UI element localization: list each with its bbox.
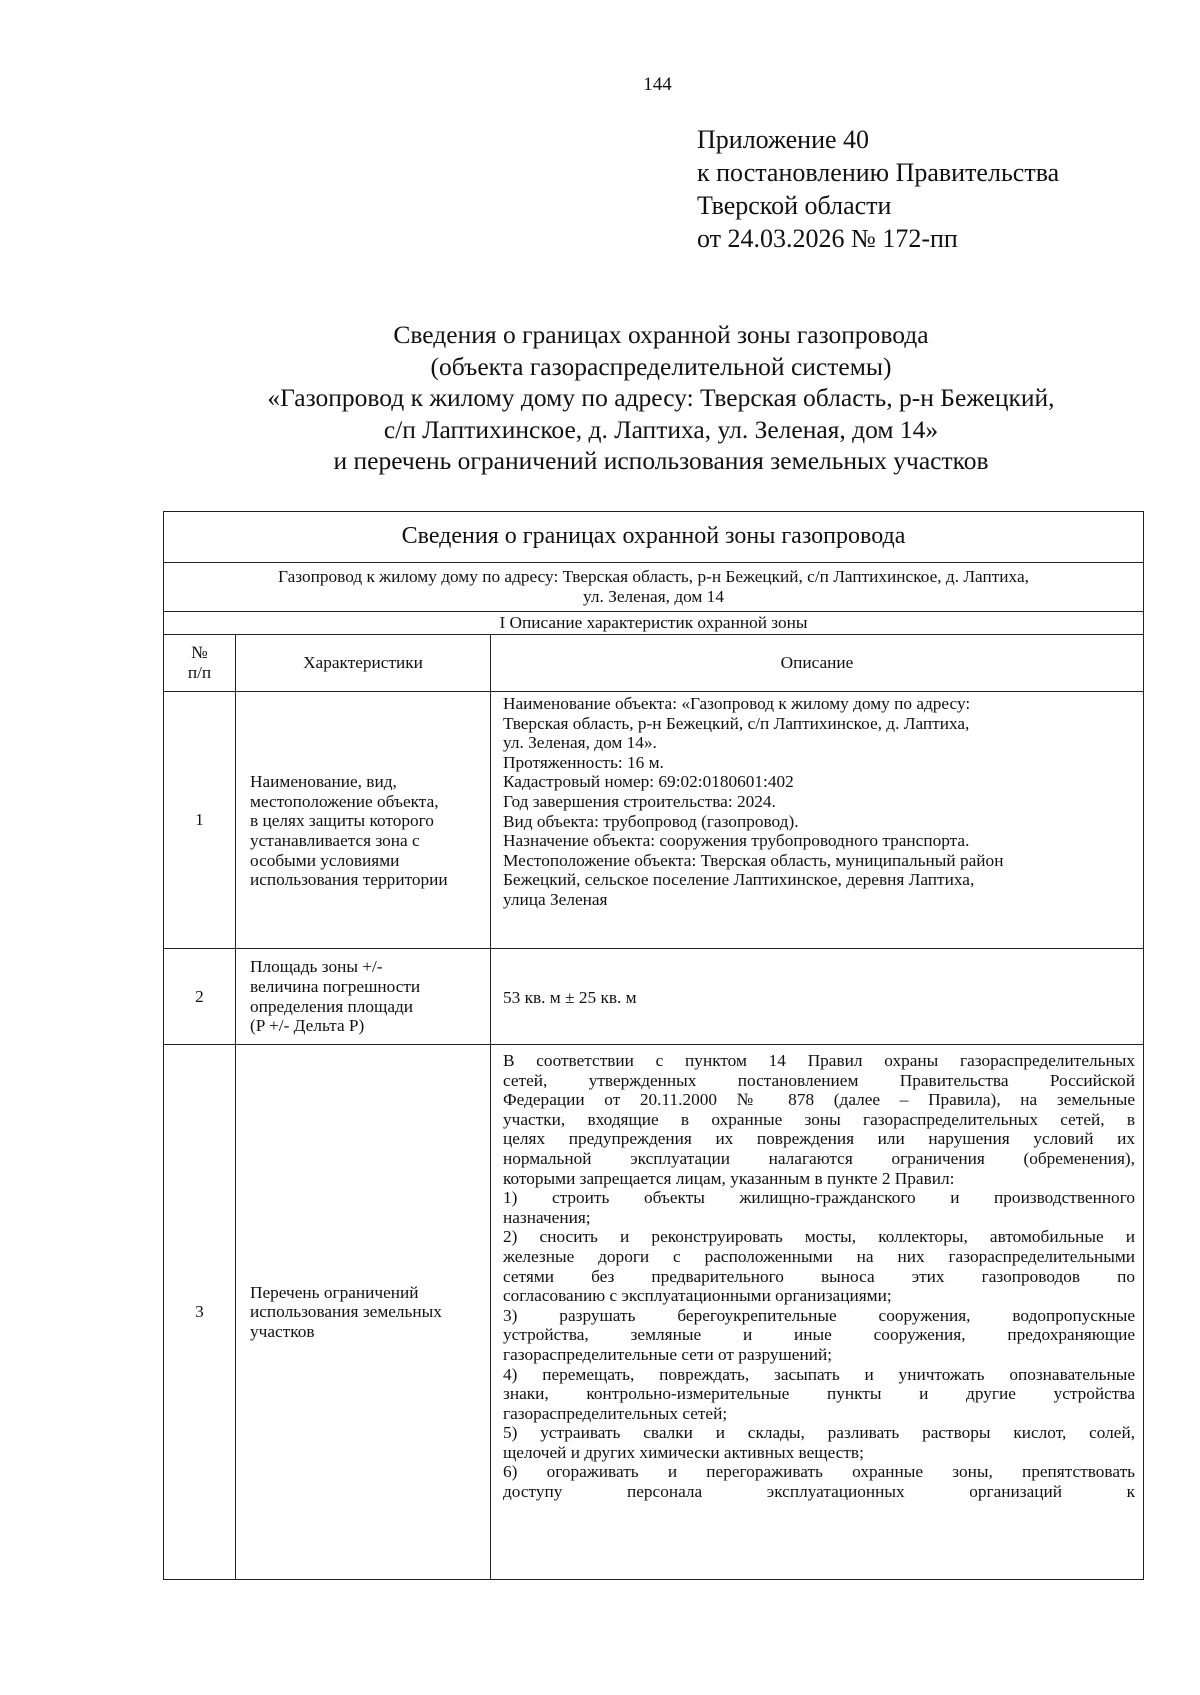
char-line: Наименование, вид, bbox=[250, 772, 397, 792]
desc-line: Федерации от 20.11.2000 № 878 (далее – Правила), на земельные bbox=[503, 1090, 1136, 1110]
desc-line: ул. Зеленая, дом 14». bbox=[503, 733, 657, 753]
desc-line: нормальной эксплуатации налагаются ограничения (обременения), bbox=[503, 1148, 1136, 1168]
desc-line: щелочей и других химически активных веществ; bbox=[503, 1442, 864, 1462]
table-row bbox=[164, 1045, 1144, 1580]
table-header: Сведения о границах охранной зоны газопровода bbox=[164, 512, 1144, 563]
section-title: I Описание характеристик охранной зоны bbox=[164, 612, 1144, 635]
desc-line: 5) устраивать свалки и склады, разливать растворы кислот, солей, bbox=[503, 1423, 1136, 1443]
char-line: (P +/- Дельта P) bbox=[250, 1016, 365, 1036]
desc-line: 1) строить объекты жилищно-гражданского и производственного bbox=[503, 1188, 1136, 1208]
column-header-num bbox=[164, 635, 236, 692]
column-header-characteristics: Характеристики bbox=[236, 635, 491, 692]
char-line: участков bbox=[250, 1321, 315, 1341]
desc-line: Вид объекта: трубопровод (газопровод). bbox=[503, 811, 799, 831]
desc-line: улица Зеленая bbox=[503, 889, 608, 909]
table-row bbox=[164, 949, 1144, 1045]
title-line: с/п Лаптихинское, д. Лаптиха, ул. Зеленая, дом 14» bbox=[383, 414, 939, 444]
desc-line: Назначение объекта: сооружения трубопроводного транспорта. bbox=[503, 831, 970, 851]
desc-line: газораспределительные сети от разрушений; bbox=[503, 1344, 833, 1364]
row-number: 1 bbox=[164, 692, 236, 949]
row-description bbox=[491, 692, 1144, 949]
row-description bbox=[491, 949, 1144, 1045]
desc-line: знаки, контрольно-измерительные пункты и другие устройства bbox=[503, 1384, 1136, 1404]
char-line: особыми условиями bbox=[250, 850, 400, 870]
title-line: (объекта газораспределительной системы) bbox=[430, 351, 892, 381]
desc-line: Тверская область, р-н Бежецкий, с/п Лаптихинское, д. Лаптиха, bbox=[503, 713, 970, 733]
title-line: Сведения о границах охранной зоны газопровода bbox=[393, 320, 929, 349]
row-characteristic bbox=[236, 692, 491, 949]
char-line: Площадь зоны +/- bbox=[250, 957, 383, 977]
desc-line: Кадастровый номер: 69:02:0180601:402 bbox=[503, 772, 794, 792]
title-line: и перечень ограничений использования земельных участков bbox=[333, 446, 989, 475]
desc-line: Протяженность: 16 м. bbox=[503, 752, 664, 772]
subheader-line: ул. Зеленая, дом 14 bbox=[583, 587, 724, 606]
appendix-line: от 24.03.2026 № 172-пп bbox=[697, 224, 958, 253]
column-header-num-line: № bbox=[191, 643, 208, 663]
desc-line: газораспределительных сетей; bbox=[503, 1403, 728, 1423]
appendix-line: Приложение 40 bbox=[697, 125, 870, 154]
table-row bbox=[164, 692, 1144, 949]
desc-line: согласованию с эксплуатационными организациями; bbox=[503, 1286, 892, 1306]
char-line: устанавливается зона с bbox=[250, 831, 420, 850]
desc-line: доступу персонала эксплуатационных организаций к bbox=[503, 1482, 1136, 1502]
desc-line: В соответствии с пунктом 14 Правил охраны газораспределительных bbox=[503, 1051, 1136, 1070]
title-line: «Газопровод к жилому дому по адресу: Тверская область, р-н Бежецкий, bbox=[267, 383, 1055, 412]
page-number: 144 bbox=[643, 74, 672, 95]
appendix-line: к постановлению Правительства bbox=[697, 158, 1060, 187]
desc-line: назначения; bbox=[503, 1207, 591, 1227]
char-line: величина погрешности bbox=[250, 976, 421, 996]
appendix-block bbox=[697, 123, 1059, 255]
desc-line: которыми запрещается лицам, указанным в пункте 2 Правил: bbox=[503, 1168, 955, 1188]
desc-line: Местоположение объекта: Тверская область, муниципальный район bbox=[503, 850, 1004, 870]
desc-line: 4) перемещать, повреждать, засыпать и уничтожать опознавательные bbox=[503, 1364, 1136, 1384]
document-title bbox=[100, 319, 1200, 477]
desc-line: 2) сносить и реконструировать мосты, коллекторы, автомобильные и bbox=[503, 1227, 1136, 1247]
row-description bbox=[491, 1045, 1144, 1580]
desc-line: участки, входящие в охранные зоны газораспределительных сетей, в bbox=[503, 1109, 1136, 1129]
row-characteristic bbox=[236, 1045, 491, 1580]
char-line: определения площади bbox=[250, 996, 414, 1016]
desc-line: Год завершения строительства: 2024. bbox=[503, 791, 776, 811]
desc-line: устройства, земляные и иные сооружения, предохраняющие bbox=[503, 1325, 1136, 1345]
char-line: использования земельных bbox=[250, 1302, 442, 1322]
desc-line: железные дороги с расположенными на них газораспределительными bbox=[503, 1246, 1136, 1266]
char-line: местоположение объекта, bbox=[250, 791, 439, 811]
desc-line: Наименование объекта: «Газопровод к жилому дому по адресу: bbox=[503, 694, 971, 713]
desc-line: 53 кв. м ± 25 кв. м bbox=[503, 987, 637, 1007]
char-line: Перечень ограничений bbox=[250, 1282, 419, 1302]
appendix-line: Тверской области bbox=[697, 191, 892, 220]
row-characteristic bbox=[236, 949, 491, 1045]
desc-line: сетями без предварительного выноса этих газопроводов по bbox=[503, 1266, 1136, 1286]
zone-table bbox=[163, 511, 1144, 1580]
desc-line: сетей, утвержденных постановлением Правительства Российской bbox=[503, 1070, 1136, 1090]
desc-line: 3) разрушать берегоукрепительные сооружения, водопропускные bbox=[503, 1305, 1136, 1325]
desc-line: Бежецкий, сельское поселение Лаптихинское, деревня Лаптиха, bbox=[503, 870, 975, 890]
char-line: использования территории bbox=[250, 870, 448, 890]
subheader-line: Газопровод к жилому дому по адресу: Тверская область, р-н Бежецкий, с/п Лаптихинское, д. Лаптиха, bbox=[278, 567, 1029, 587]
desc-line: целях предупреждения их повреждения или нарушения условий их bbox=[503, 1129, 1136, 1149]
column-header-num-line: п/п bbox=[187, 663, 212, 682]
char-line: в целях защиты которого bbox=[250, 811, 434, 831]
table-subheader bbox=[164, 563, 1144, 612]
desc-line: 6) огораживать и перегораживать охранные зоны, препятствовать bbox=[503, 1462, 1136, 1482]
row-number: 2 bbox=[164, 949, 236, 1045]
row-number: 3 bbox=[164, 1045, 236, 1580]
column-header-description: Описание bbox=[491, 635, 1144, 692]
